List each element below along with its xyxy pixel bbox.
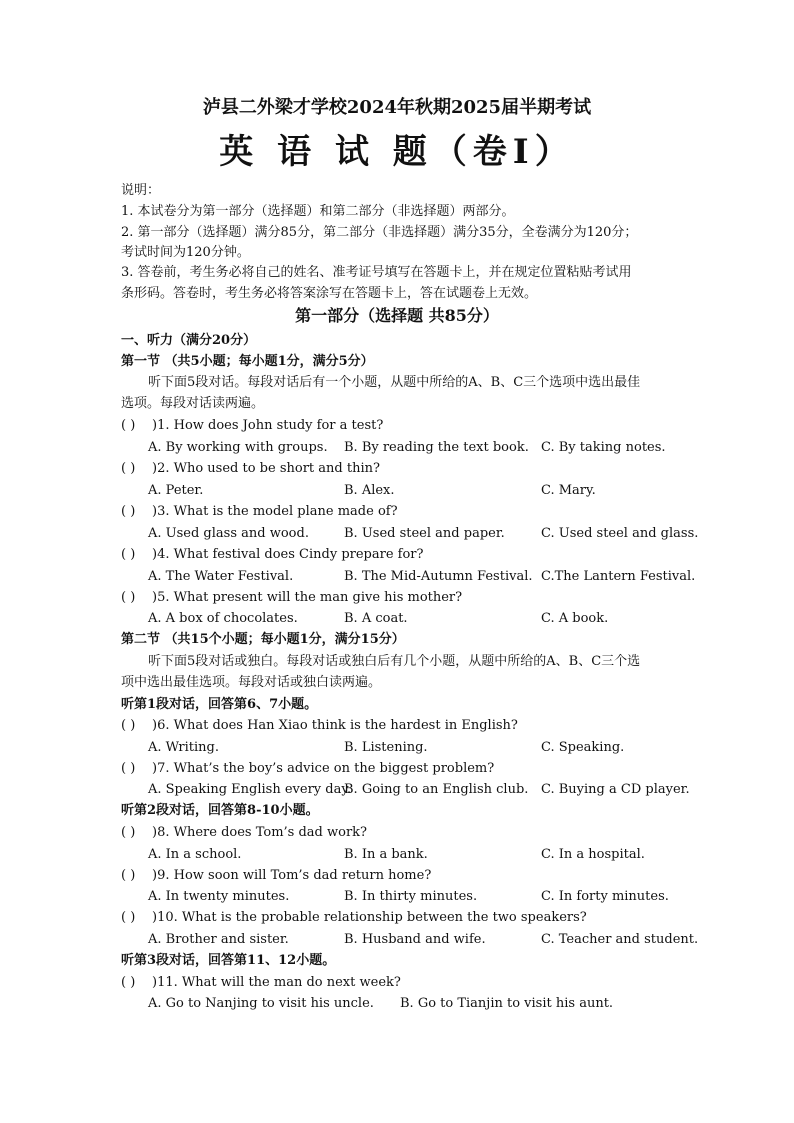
instruction-3: 3. 答卷前，考生务必将自己的姓名、准考证号填写在答题卡上，并在规定位置粘贴考试用 bbox=[121, 265, 632, 280]
q4-option-b: B. The Mid-Autumn Festival. bbox=[344, 569, 533, 584]
q7-option-c: C. Buying a CD player. bbox=[541, 782, 690, 797]
instruction-2-cont: 考试时间为120分钟。 bbox=[121, 245, 250, 260]
section1-directions: 听下面5段对话。每段对话后有一个小题，从题中所给的A、B、C三个选项中选出最佳 bbox=[148, 375, 641, 390]
instruction-1: 1. 本试卷分为第一部分（选择题）和第二部分（非选择题）两部分。 bbox=[121, 204, 515, 219]
q4-option-a: A. The Water Festival. bbox=[148, 569, 294, 584]
q6-option-b: B. Listening. bbox=[344, 740, 428, 755]
section2-directions: 听下面5段对话或独白。每段对话或独白后有几个小题，从题中所给的A、B、C三个选 bbox=[148, 654, 641, 669]
answer-blank: ( ) bbox=[121, 461, 136, 476]
answer-blank: ( ) bbox=[121, 504, 136, 519]
section2-heading: 第二节 （共15个小题；每小题1分，满分15分） bbox=[121, 632, 405, 647]
question-8: )8. Where does Tom’s dad work? bbox=[152, 825, 368, 840]
listening-heading: 一、听力（满分20分） bbox=[121, 333, 257, 348]
question-4: )4. What festival does Cindy prepare for? bbox=[152, 547, 424, 562]
answer-blank: ( ) bbox=[121, 975, 136, 990]
instruction-2: 2. 第一部分（选择题）满分85分，第二部分（非选择题）满分35分，全卷满分为120分； bbox=[121, 225, 638, 240]
q1-option-b: B. By reading the text book. bbox=[344, 440, 529, 455]
answer-blank: ( ) bbox=[121, 418, 136, 433]
question-1: )1. How does John study for a test? bbox=[152, 418, 384, 433]
q4-option-c: C.The Lantern Festival. bbox=[541, 569, 696, 584]
question-10: )10. What is the probable relationship between the two speakers? bbox=[152, 910, 587, 925]
q10-option-b: B. Husband and wife. bbox=[344, 932, 486, 947]
question-3: )3. What is the model plane made of? bbox=[152, 504, 398, 519]
q10-option-c: C. Teacher and student. bbox=[541, 932, 699, 947]
answer-blank: ( ) bbox=[121, 761, 136, 776]
answer-blank: ( ) bbox=[121, 825, 136, 840]
q8-option-b: B. In a bank. bbox=[344, 847, 428, 862]
q3-option-c: C. Used steel and glass. bbox=[541, 526, 699, 541]
question-5: )5. What present will the man give his mother? bbox=[152, 590, 463, 605]
q1-option-c: C. By taking notes. bbox=[541, 440, 666, 455]
q5-option-b: B. A coat. bbox=[344, 611, 408, 626]
q2-option-b: B. Alex. bbox=[344, 483, 395, 498]
answer-blank: ( ) bbox=[121, 718, 136, 733]
question-11: )11. What will the man do next week? bbox=[152, 975, 401, 990]
q7-option-b: B. Going to an English club. bbox=[344, 782, 529, 797]
exam-title: 泸县二外梁才学校2024年秋期2025届半期考试 bbox=[202, 97, 592, 118]
dialogue3-note: 听第3段对话，回答第11、12小题。 bbox=[121, 953, 336, 968]
q10-option-a: A. Brother and sister. bbox=[148, 932, 289, 947]
section1-heading: 第一节 （共5小题；每小题1分，满分5分） bbox=[121, 354, 374, 369]
q6-option-a: A. Writing. bbox=[148, 740, 220, 755]
dialogue1-note: 听第1段对话，回答第6、7小题。 bbox=[121, 697, 318, 712]
question-7: )7. What’s the boy’s advice on the biggest problem? bbox=[152, 761, 495, 776]
q5-option-c: C. A book. bbox=[541, 611, 609, 626]
q2-option-a: A. Peter. bbox=[148, 483, 204, 498]
instruction-3-cont: 条形码。答卷时，考生务必将答案涂写在答题卡上，答在试题卷上无效。 bbox=[121, 286, 538, 301]
section2-directions-cont: 项中选出最佳选项。每段对话或独白读两遍。 bbox=[121, 675, 382, 690]
q3-option-a: A. Used glass and wood. bbox=[148, 526, 309, 541]
section1-directions-cont: 选项。每段对话读两遍。 bbox=[121, 396, 265, 411]
dialogue2-note: 听第2段对话，回答第8-10小题。 bbox=[121, 803, 319, 818]
q8-option-c: C. In a hospital. bbox=[541, 847, 645, 862]
q8-option-a: A. In a school. bbox=[148, 847, 242, 862]
question-6: )6. What does Han Xiao think is the hardest in English? bbox=[152, 718, 518, 733]
q7-option-a: A. Speaking English every day. bbox=[148, 782, 352, 797]
q6-option-c: C. Speaking. bbox=[541, 740, 625, 755]
q9-option-a: A. In twenty minutes. bbox=[148, 889, 290, 904]
q9-option-b: B. In thirty minutes. bbox=[344, 889, 478, 904]
instructions-heading: 说明： bbox=[121, 183, 161, 198]
q2-option-c: C. Mary. bbox=[541, 483, 596, 498]
part1-title: 第一部分（选择题 共85分） bbox=[295, 306, 499, 325]
q11-option-a: A. Go to Nanjing to visit his uncle. bbox=[148, 996, 374, 1011]
answer-blank: ( ) bbox=[121, 868, 136, 883]
q1-option-a: A. By working with groups. bbox=[148, 440, 328, 455]
question-2: )2. Who used to be short and thin? bbox=[152, 461, 380, 476]
question-9: )9. How soon will Tom’s dad return home? bbox=[152, 868, 432, 883]
q9-option-c: C. In forty minutes. bbox=[541, 889, 669, 904]
answer-blank: ( ) bbox=[121, 910, 136, 925]
q5-option-a: A. A box of chocolates. bbox=[148, 611, 298, 626]
answer-blank: ( ) bbox=[121, 590, 136, 605]
q11-option-b: B. Go to Tianjin to visit his aunt. bbox=[400, 996, 614, 1011]
answer-blank: ( ) bbox=[121, 547, 136, 562]
paper-title: 英 语 试 题（卷Ⅰ） bbox=[219, 132, 575, 172]
q3-option-b: B. Used steel and paper. bbox=[344, 526, 505, 541]
